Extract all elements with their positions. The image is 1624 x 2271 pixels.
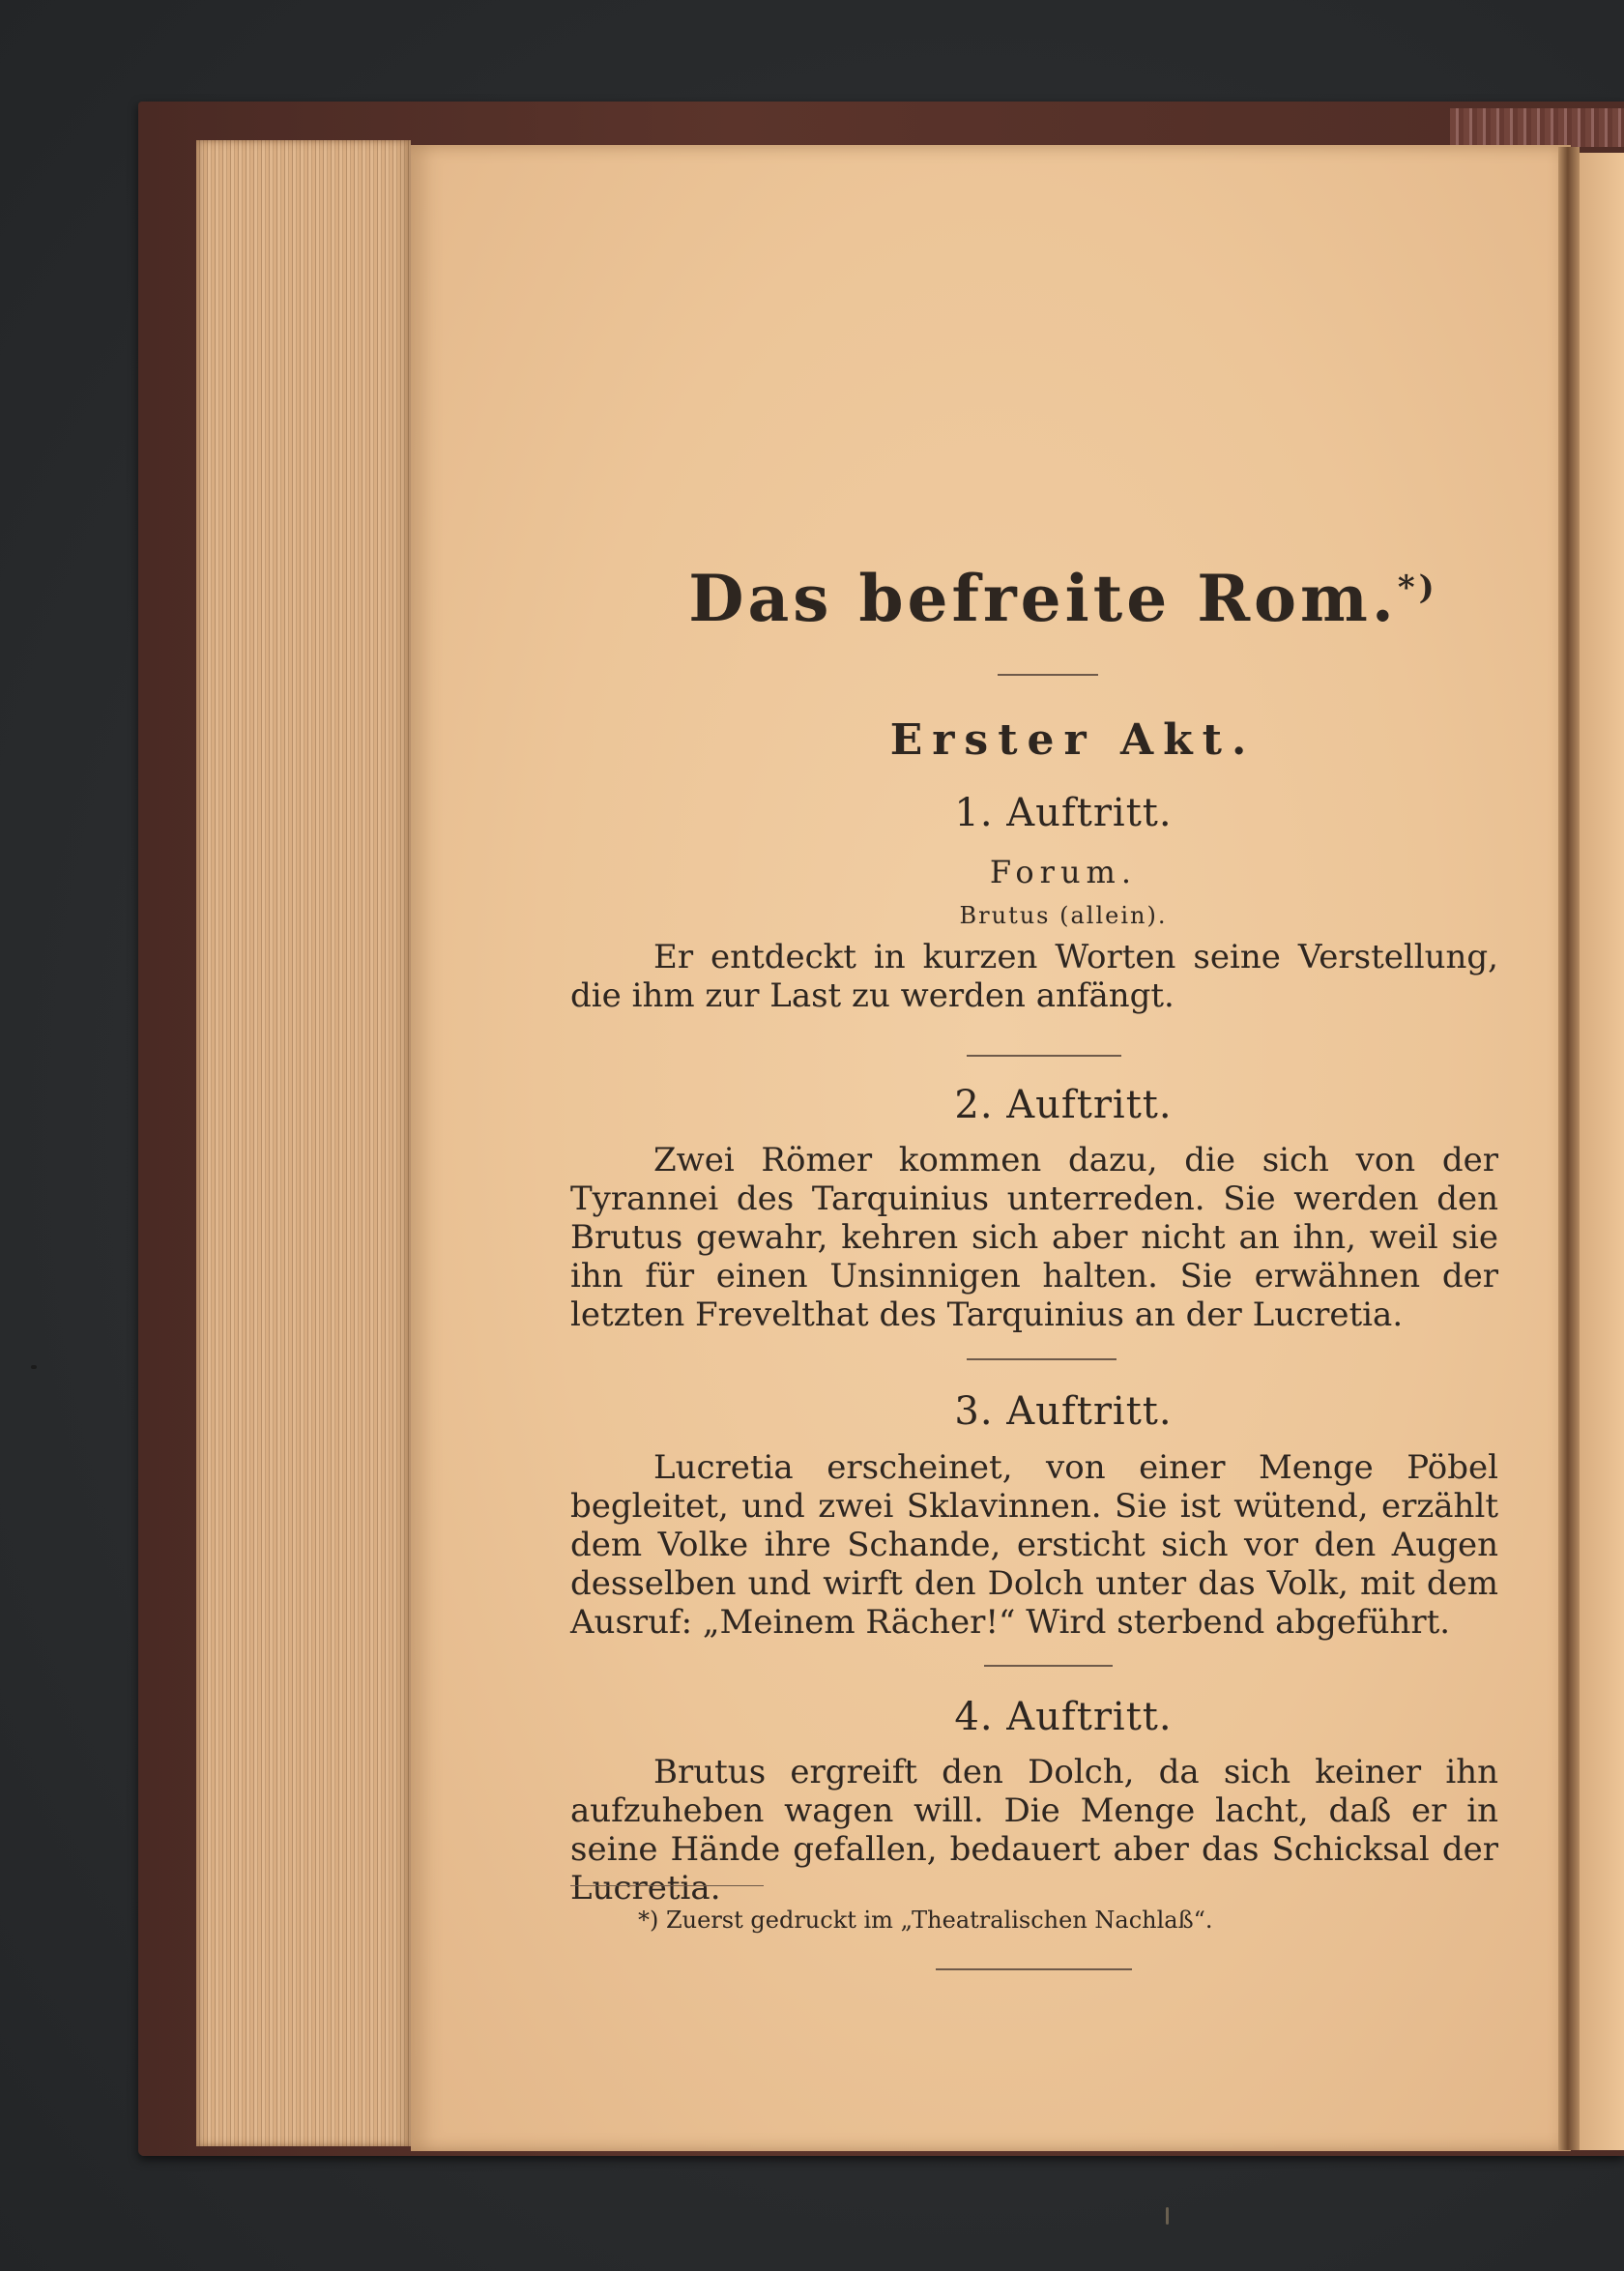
footnote: *) Zuerst gedruckt im „Theatralischen Nachlaß“. [638,1907,1213,1934]
divider-rule [984,1665,1113,1667]
act-heading: Erster Akt. [889,715,1257,765]
scene-2-text: Zwei Römer kommen dazu, die sich von der Tyrannei des Tarquinius unterreden. Sie werden den Brutus gewahr, kehren sich aber nicht an ihn, weil sie ihn für einen Unsinnigen halten. Sie erwähnen der letzten Frevelthat des Tarquinius an der Lucretia. [570,1141,1498,1334]
scene-2-heading: 2. Auftritt. [954,1083,1173,1127]
divider-rule [967,1358,1116,1360]
dust-speck [31,1365,37,1369]
scene-1-text: Er entdeckt in kurzen Worten seine Verstellung, die ihm zur Last zu werden anfängt. [570,938,1498,1015]
page-edges [196,140,411,2146]
divider-rule [998,674,1098,676]
scene-4-heading: 4. Auftritt. [954,1695,1173,1739]
scene-3-text: Lucretia erscheinet, von einer Menge Pöbel begleitet, und zwei Sklavinnen. Sie ist wütend, erzählt dem Volke ihre Schande, ersticht sich vor den Augen desselben und wirft den Dolch unter das Volk, mit dem Ausruf: „Meinem Rächer!“ Wird sterbend abgeführt. [570,1448,1498,1642]
book-gutter [1558,147,1580,2150]
cover-spine-fray [1450,108,1624,147]
scene-1-character: Brutus (allein). [959,902,1168,929]
footnote-rule [570,1885,764,1886]
scene-3-heading: 3. Auftritt. [954,1389,1173,1434]
scene-1-place: Forum. [989,854,1138,890]
scene-4-text: Brutus ergreift den Dolch, da sich keiner ihn aufzuheben wagen will. Die Menge lacht, daß er in seine Hände gefallen, bedauert aber das Schicksal der Lucretia. [570,1753,1498,1907]
dust-speck [1166,2207,1169,2225]
scene-1-heading: 1. Auftritt. [954,791,1173,835]
play-title: Das befreite Rom.*) [688,561,1438,636]
divider-rule [967,1055,1121,1057]
end-rule [936,1968,1132,1970]
title-footnote-mark: *) [1397,568,1438,607]
facing-page-edge [1580,153,1624,2150]
